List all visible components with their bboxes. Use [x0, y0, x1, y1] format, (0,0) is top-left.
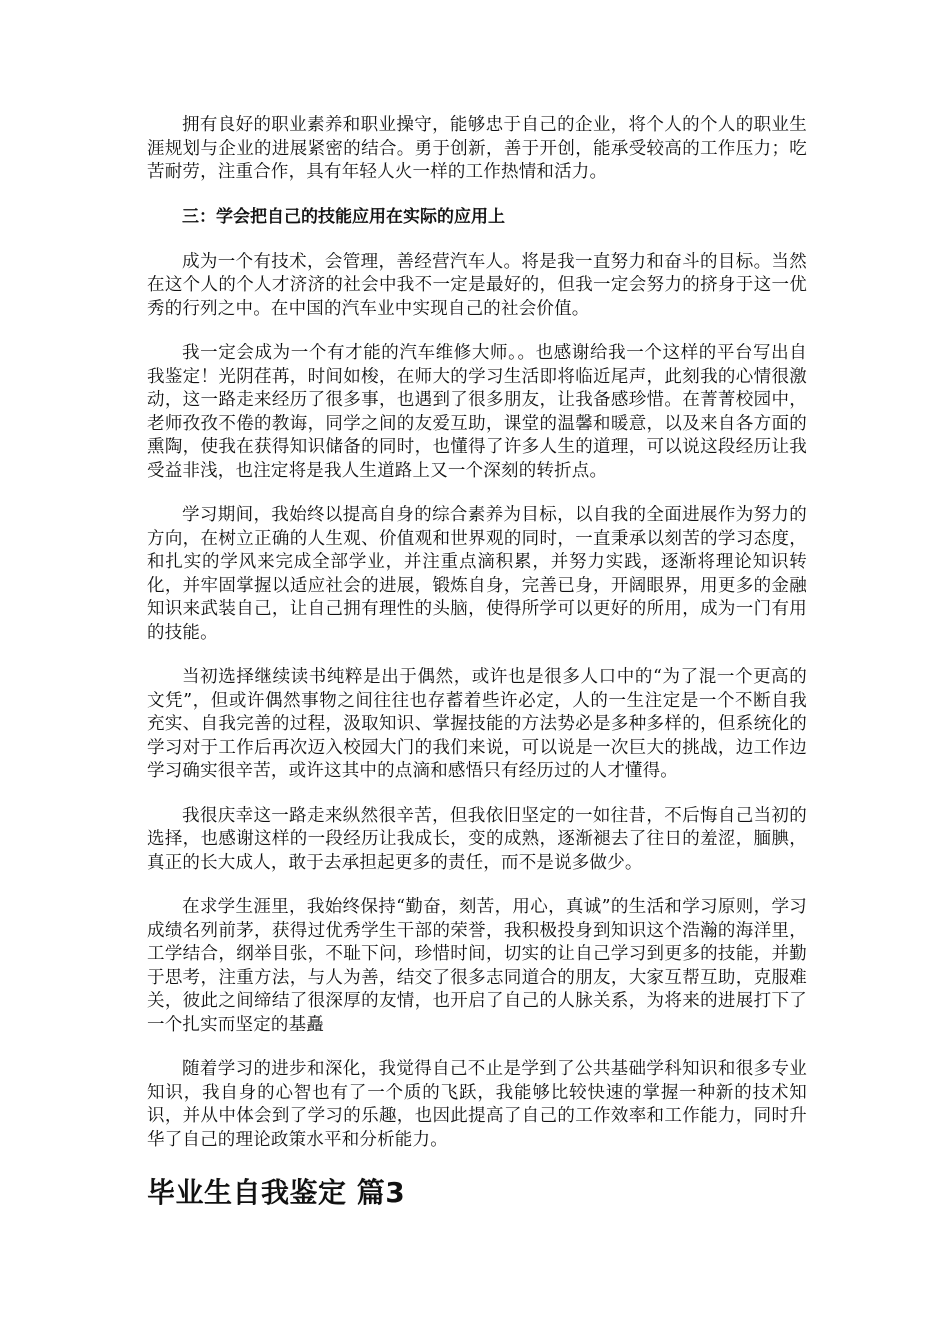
subheading-apply-skills: 三：学会把自己的技能应用在实际的应用上	[182, 206, 505, 227]
paragraph-professional-quality: 拥有良好的职业素养和职业操守，能够忠于自己的企业，将个人的个人的职业生涯规划与企业的进展紧密的结合。勇于创新，善于开创，能承受较高的工作压力；吃苦耐劳，注重合作，具有年轻人火一样的工作热情和活力。	[147, 115, 807, 182]
section-title: 毕业生自我鉴定 篇3	[147, 1176, 406, 1209]
paragraph-progress: 随着学习的进步和深化，我觉得自己不止是学到了公共基础学科知识和很多专业知识，我自身的心智也有了一个质的飞跃，我能够比较快速的掌握一种新的技术知识，并从中体会到了学习的乐趣，也因此提高了自己的工作效率和工作能力，同时升华了自己的理论政策水平和分析能力。	[147, 1059, 807, 1150]
paragraph-career-goal: 成为一个有技术，会管理，善经营汽车人。将是我一直努力和奋斗的目标。当然在这个人的个人才济济的社会中我不一定是最好的，但我一定会努力的挤身于这一优秀的行列之中。在中国的汽车业中实现自己的社会价值。	[147, 251, 807, 319]
paragraph-master-technician: 我一定会成为一个有才能的汽车维修大师。。也感谢给我一个这样的平台写出自我鉴定！光阴荏苒，时间如梭，在师大的学习生活即将临近尾声，此刻我的心情很激动，这一路走来经历了很多事，也遇到了很多朋友，让我备感珍惜。在菁菁校园中，老师孜孜不倦的教诲，同学之间的友爱互助，课堂的温馨和暖意，以及来自各方面的熏陶，使我在获得知识储备的同时，也懂得了许多人生的道理，可以说这段经历让我受益非浅，也注定将是我人生道路上又一个深刻的转折点。	[147, 343, 807, 481]
document-body	[147, 114, 807, 1213]
paragraph-study-period: 学习期间，我始终以提高自身的综合素养为目标，以自我的全面进展作为努力的方向，在树立正确的人生观、价值观和世界观的同时，一直秉承以刻苦的学习态度，和扎实的学风来完成全部学业，并注重点滴积累，并努力实践，逐渐将理论知识转化，并牢固掌握以适应社会的进展，锻炼自身，完善已身，开阔眼界，用更多的金融知识来武装自己，让自己拥有理性的头脑，使得所学可以更好的所用，成为一门有用的技能。	[147, 505, 807, 643]
paragraph-study-career: 在求学生涯里，我始终保持“勤奋，刻苦，用心，真诚”的生活和学习原则，学习成绩名列前茅，获得过优秀学生干部的荣誉，我积极投身到知识这个浩瀚的海洋里，工学结合，纲举目张，不耻下问，珍惜时间，切实的让自己学习到更多的技能，并勤于思考，注重方法，与人为善，结交了很多志同道合的朋友，大家互帮互助，克服难关，彼此之间缔结了很深厚的友情，也开启了自己的人脉关系，为将来的进展打下了一个扎实而坚定的基矗	[147, 897, 807, 1035]
paragraph-continue-study: 当初选择继续读书纯粹是出于偶然，或许也是很多人口中的“为了混一个更高的文凭”，但或许偶然事物之间往往也存蓄着些许必定，人的一生注定是一个不断自我充实、自我完善的过程，汲取知识、掌握技能的方法势必是多种多样的，但系统化的学习对于工作后再次迈入校园大门的我们来说，可以说是一次巨大的挑战，边工作边学习确实很辛苦，或许这其中的点滴和感悟只有经历过的人才懂得。	[147, 667, 807, 781]
paragraph-grateful: 我很庆幸这一路走来纵然很辛苦，但我依旧坚定的一如往昔，不后悔自己当初的选择，也感谢这样的一段经历让我成长，变的成熟，逐渐褪去了往日的羞涩，腼腆，真正的长大成人，敢于去承担起更多的责任，而不是说多做少。	[147, 805, 807, 873]
